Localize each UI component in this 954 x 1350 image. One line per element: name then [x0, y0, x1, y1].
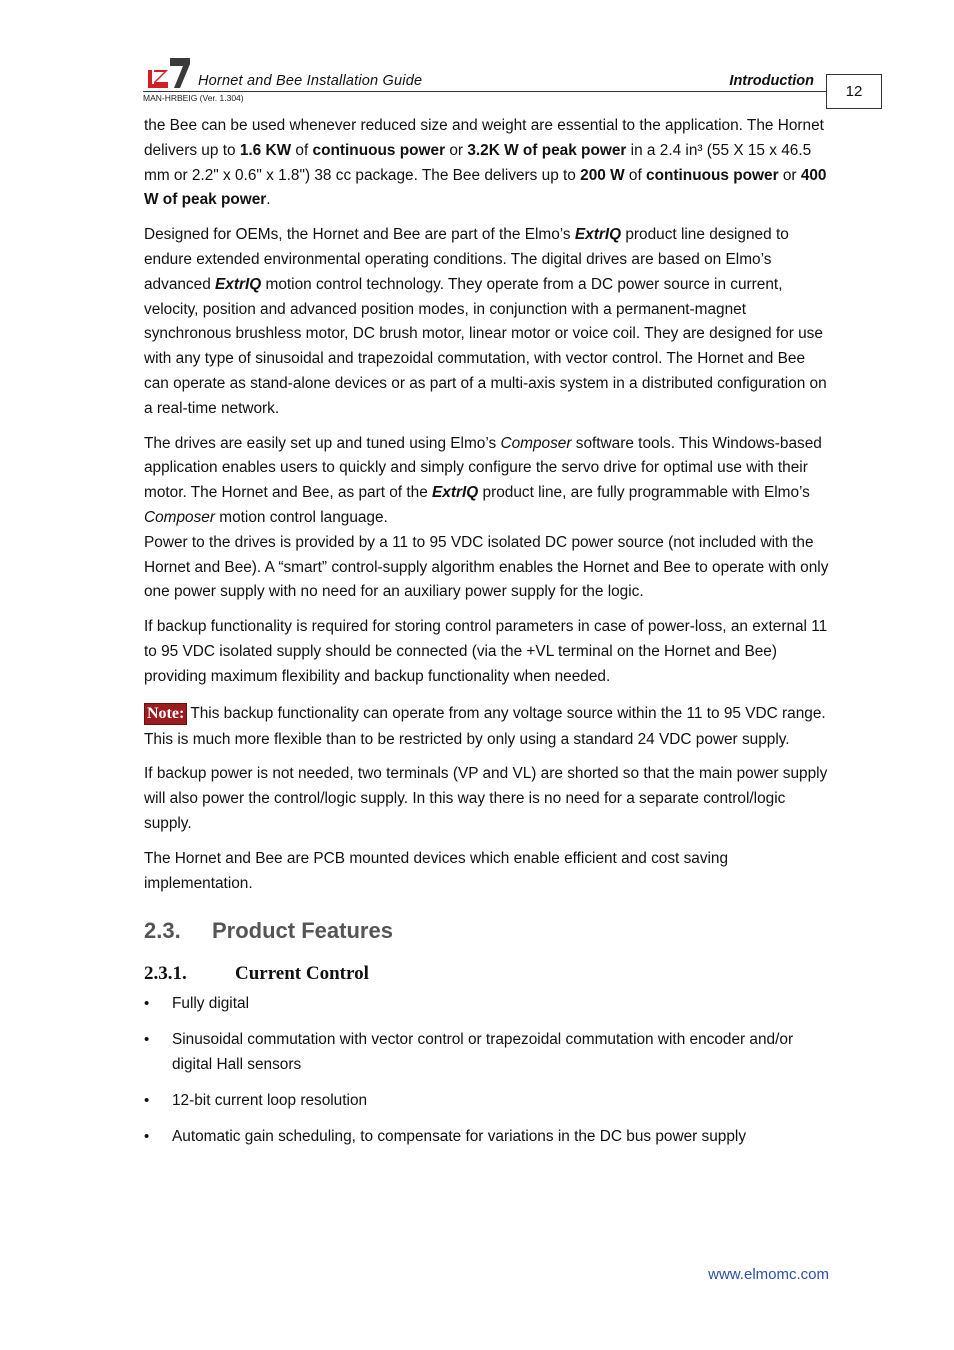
document-title: Hornet and Bee Installation Guide: [198, 73, 423, 89]
subsection-title: Current Control: [235, 963, 369, 985]
text: motion control technology. They operate from a DC power source in current, velocity, position and advanced position modes, in conjunction with a permanent-magnet synchronous brushless motor, DC brush motor, linear motor or voice coil. They are designed for use with any type of sinusoidal and trapezoidal commutation, with vector control. The Hornet and Bee can operate as stand-alone devices or as part of a multi-axis system in a distributed configuration on a real-time network.: [144, 275, 827, 417]
footer-website-link[interactable]: www.elmomc.com: [708, 1266, 829, 1283]
text: Designed for OEMs, the Hornet and Bee are part of the Elmo’s: [144, 226, 575, 244]
page-content: [144, 114, 834, 1160]
elmo-logo-icon: [148, 58, 190, 88]
list-item: • Sinusoidal commutation with vector control or trapezoidal commutation with encoder and/or digital Hall sensors: [144, 1028, 834, 1078]
bold-italic-text: ExtrIQ: [574, 226, 622, 244]
bold-italic-text: ExtrIQ: [432, 484, 479, 502]
bold-text: 400 W of peak power: [144, 166, 827, 209]
bold-text: 200 W: [580, 166, 625, 184]
section-number: 2.3.: [144, 918, 181, 944]
chapter-title: Introduction: [729, 73, 814, 89]
list-item: • 12-bit current loop resolution: [144, 1089, 834, 1114]
paragraph-no-backup: If backup power is not needed, two terminals (VP and VL) are shorted so that the main power supply will also power the control/logic supply. In this way there is no need for a separate control/logic supply.: [144, 765, 828, 832]
subsection-heading: [144, 960, 834, 988]
header-divider: [143, 91, 827, 92]
text: in a 2.4 in³ (55 X 15 x 46.5 mm or 2.2" x 0.6" x 1.8") 38 cc package. The Bee delivers up to: [144, 141, 812, 184]
text: product line, are fully programmable with Elmo’s: [478, 484, 810, 502]
paragraph-extriq: [144, 223, 834, 421]
feature-list: [144, 992, 834, 1149]
text: or: [778, 166, 801, 184]
list-item: • Automatic gain scheduling, to compensate for variations in the DC bus power supply: [144, 1125, 834, 1150]
paragraph-pcb: The Hornet and Bee are PCB mounted devices which enable efficient and cost saving implementation.: [144, 849, 729, 892]
text: The drives are easily set up and tuned using Elmo’s: [144, 434, 501, 452]
text: or: [445, 141, 468, 159]
bold-italic-text: ExtrIQ: [215, 275, 262, 293]
text: product line designed to endure extended environmental operating conditions. The digital drives are based on Elmo’s advanced: [144, 226, 789, 293]
bold-text: 3.2K W of peak power: [467, 141, 627, 159]
text: of: [291, 141, 313, 159]
list-item: • Fully digital: [144, 992, 834, 1017]
page-number: 12: [826, 74, 882, 109]
paragraph-power-source: Power to the drives is provided by a 11 to 95 VDC isolated DC power source (not included with the Hornet and Bee). A “smart” control-supply algorithm enables the Hornet and Bee to operate with only one power supply with no need for an auxiliary power supply for the logic.: [144, 533, 829, 601]
subsection-number: 2.3.1.: [144, 963, 187, 985]
bold-text: continuous power: [312, 141, 446, 159]
text: motion control language.: [215, 508, 388, 526]
section-heading: [144, 914, 834, 948]
italic-text: Composer: [500, 434, 572, 452]
text: .: [266, 191, 271, 209]
text: the Bee can be used whenever reduced size and weight are essential to the application. The Hornet delivers up to: [144, 117, 824, 159]
text: software tools. This Windows-based application enables users to quickly and simply configure the servo drive for optimal use with their motor. The Hornet and Bee, as part of the: [144, 434, 822, 502]
paragraph-composer: [144, 432, 834, 531]
italic-text: Composer: [144, 508, 215, 526]
bold-text: 1.6 KW: [239, 141, 292, 159]
text: of: [624, 166, 647, 184]
paragraph-power-ratings: [144, 114, 834, 213]
note-text: This backup functionality can operate from any voltage source within the 11 to 95 VDC range. This is much more flexible than to be restricted by only using a standard 24 VDC power supply.: [144, 704, 826, 748]
note-label: Note:: [144, 703, 187, 725]
document-id: MAN-HRBEIG (Ver. 1.304): [143, 93, 244, 103]
bold-text: continuous power: [646, 166, 779, 184]
paragraph-backup: If backup functionality is required for storing control parameters in case of power-loss, an external 11 to 95 VDC isolated supply should be connected (via the +VL terminal on the Hornet and Bee) providing maximum flexibility and backup functionality when needed.: [144, 618, 828, 685]
note-block: [144, 700, 834, 753]
section-title: Product Features: [212, 918, 393, 944]
